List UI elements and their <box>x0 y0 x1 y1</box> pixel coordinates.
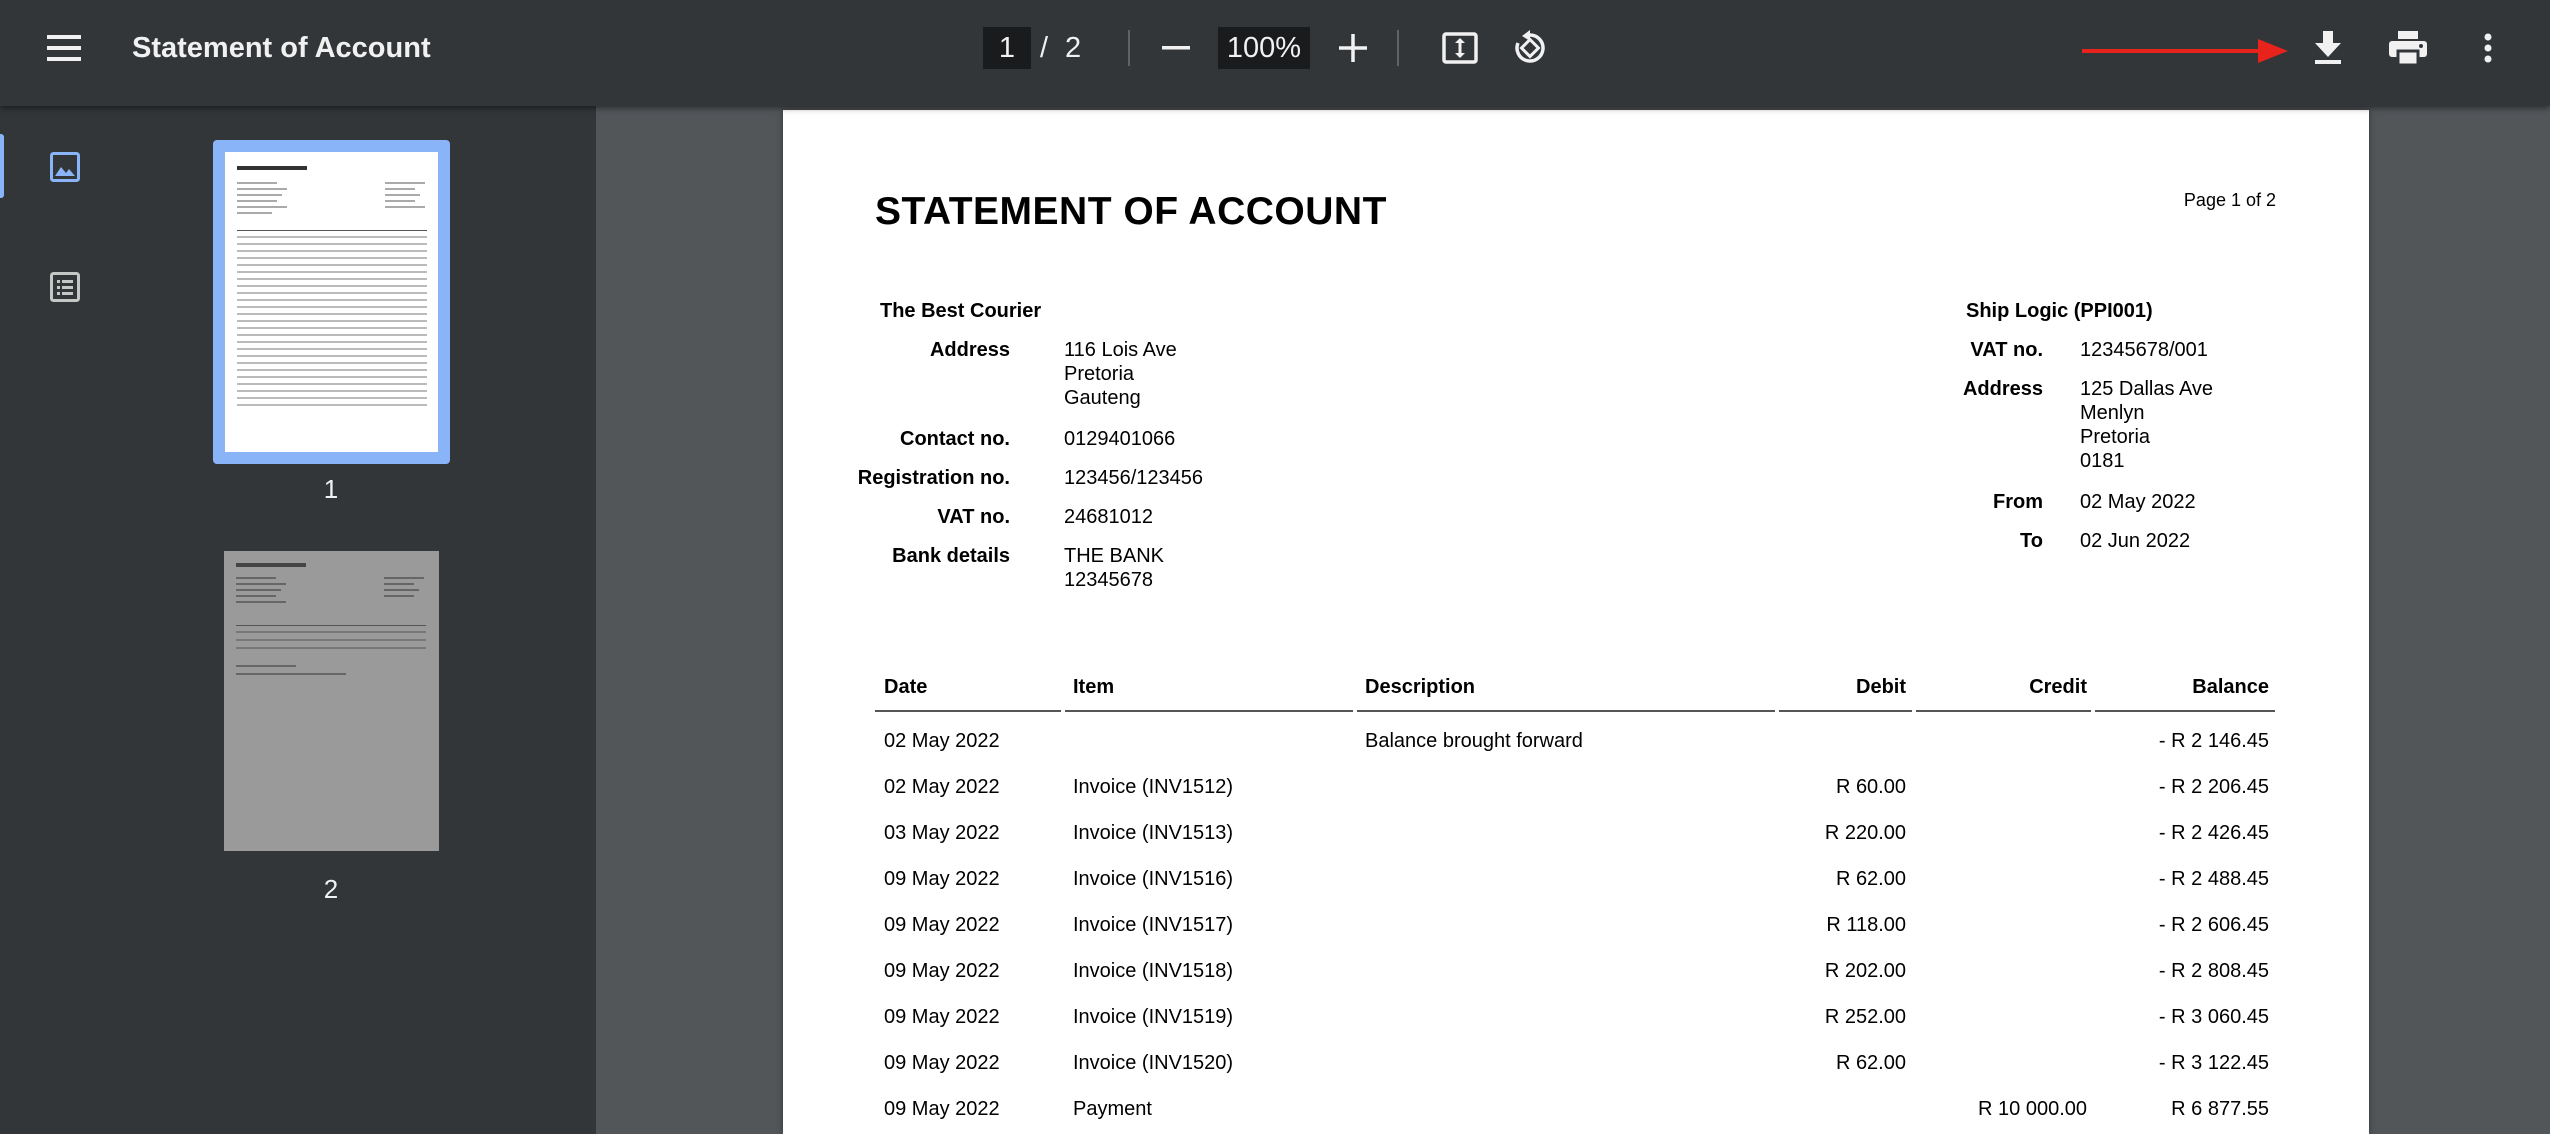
sender-contact: 0129401066 <box>1064 428 1176 450</box>
cell-date: 09 May 2022 <box>884 914 1000 936</box>
recipient-address-line: Pretoria <box>2080 426 2151 448</box>
cell-date: 09 May 2022 <box>884 868 1000 890</box>
toolbar-divider <box>1128 30 1130 66</box>
outline-view-button[interactable] <box>40 262 90 312</box>
viewer-toolbar <box>0 0 2550 106</box>
download-icon <box>2314 31 2342 65</box>
cell-date: 02 May 2022 <box>884 730 1000 752</box>
cell-debit: R 220.00 <box>1824 822 1906 844</box>
thumbnail-label-1: 1 <box>323 474 339 504</box>
menu-button[interactable] <box>40 28 88 68</box>
cell-debit: R 62.00 <box>1835 868 1906 890</box>
sender-address-label: Address <box>929 339 1010 361</box>
thumbnail-view-button[interactable] <box>40 142 90 192</box>
cell-description: Balance brought forward <box>1365 730 1583 752</box>
fit-page-button[interactable] <box>1438 26 1482 70</box>
cell-item: Invoice (INV1519) <box>1073 1006 1234 1028</box>
cell-item: Invoice (INV1517) <box>1073 914 1234 936</box>
cell-balance: - R 2 146.45 <box>2158 730 2269 752</box>
page-number-input[interactable]: 1 <box>983 27 1031 69</box>
thumbnail-preview-lines <box>224 551 439 851</box>
cell-balance: - R 2 488.45 <box>2158 868 2269 890</box>
sender-name: The Best Courier <box>880 300 1042 322</box>
sender-contact-label: Contact no. <box>900 428 1010 450</box>
period-from: 02 May 2022 <box>2080 491 2196 513</box>
thumbnail-label-2: 2 <box>323 874 339 904</box>
cell-balance: - R 2 206.45 <box>2158 776 2269 798</box>
menu-icon <box>47 35 81 61</box>
period-to: 02 Jun 2022 <box>2080 530 2191 552</box>
sender-bank-line: THE BANK <box>1064 545 1165 567</box>
cell-debit: R 252.00 <box>1824 1006 1906 1028</box>
header-underline <box>1779 710 1912 712</box>
thumbnail-view-icon <box>50 152 80 182</box>
cell-item: Payment <box>1073 1098 1152 1120</box>
cell-credit: R 10 000.00 <box>1978 1098 2087 1120</box>
thumbnail-preview-lines <box>225 152 438 452</box>
cell-debit: R 118.00 <box>1826 914 1906 936</box>
header-underline <box>2095 710 2275 712</box>
page-thumbnail-1[interactable] <box>213 140 450 464</box>
zoom-in-icon <box>1339 34 1367 62</box>
sender-registration-label: Registration no. <box>857 467 1010 489</box>
zoom-level-input[interactable]: 100% <box>1218 27 1310 69</box>
period-from-label: From <box>1993 491 2043 513</box>
rotate-icon <box>1512 30 1548 66</box>
cell-debit: R 60.00 <box>1835 776 1906 798</box>
header-underline <box>875 710 1061 712</box>
column-header-description: Description <box>1365 676 1476 698</box>
document-page <box>783 110 2369 1134</box>
cell-date: 09 May 2022 <box>884 1098 1000 1120</box>
statement-title: STATEMENT OF ACCOUNT <box>875 190 1387 233</box>
cell-item: Invoice (INV1513) <box>1073 822 1234 844</box>
document-title: Statement of Account <box>132 32 431 64</box>
outline-view-icon <box>50 272 80 302</box>
rotate-button[interactable] <box>1508 26 1552 70</box>
sender-address-line: 116 Lois Ave <box>1064 339 1177 361</box>
recipient-address-line: 125 Dallas Ave <box>2080 378 2214 400</box>
zoom-out-button[interactable] <box>1156 28 1196 68</box>
sender-bank-label: Bank details <box>892 545 1010 567</box>
header-underline <box>1065 710 1353 712</box>
cell-debit: R 202.00 <box>1824 960 1906 982</box>
cell-debit: R 62.00 <box>1835 1052 1906 1074</box>
recipient-address-line: Menlyn <box>2080 402 2145 424</box>
period-to-label: To <box>2020 530 2043 552</box>
more-vert-icon <box>2484 33 2492 63</box>
recipient-vat: 12345678/001 <box>2080 339 2208 361</box>
toolbar-divider <box>1397 30 1399 66</box>
page-separator: / <box>1040 32 1049 64</box>
more-options-button[interactable] <box>2466 26 2510 70</box>
download-button[interactable] <box>2308 26 2348 70</box>
cell-balance: - R 2 808.45 <box>2158 960 2269 982</box>
sender-vat-label: VAT no. <box>937 506 1010 528</box>
annotation-arrow <box>2082 37 2288 65</box>
page-thumbnail-2[interactable] <box>224 551 439 851</box>
thumbnail-sidebar <box>0 106 596 1134</box>
sender-address-line: Pretoria <box>1064 363 1135 385</box>
recipient-address-line: 0181 <box>2080 450 2125 472</box>
cell-date: 03 May 2022 <box>884 822 1000 844</box>
header-underline <box>1357 710 1775 712</box>
cell-item: Invoice (INV1520) <box>1073 1052 1234 1074</box>
cell-balance: - R 3 060.45 <box>2158 1006 2269 1028</box>
cell-balance: R 6 877.55 <box>2171 1098 2269 1120</box>
column-header-balance: Balance <box>2192 676 2269 698</box>
cell-item: Invoice (INV1518) <box>1073 960 1234 982</box>
column-header-debit: Debit <box>1856 676 1906 698</box>
sender-registration: 123456/123456 <box>1064 467 1204 489</box>
print-icon <box>2389 31 2427 65</box>
recipient-address-label: Address <box>1962 378 2043 400</box>
cell-item: Invoice (INV1516) <box>1073 868 1234 890</box>
fit-page-icon <box>1442 32 1478 64</box>
sender-vat: 24681012 <box>1064 506 1153 528</box>
active-view-indicator <box>0 134 4 198</box>
header-underline <box>1916 710 2091 712</box>
recipient-name: Ship Logic (PPI001) <box>1966 300 2153 322</box>
thumbnail-page-preview <box>225 152 438 452</box>
total-pages: 2 <box>1065 32 1082 64</box>
column-header-date: Date <box>884 676 928 698</box>
cell-date: 09 May 2022 <box>884 960 1000 982</box>
zoom-out-icon <box>1162 46 1190 50</box>
cell-item: Invoice (INV1512) <box>1073 776 1234 798</box>
column-header-item: Item <box>1073 676 1115 698</box>
cell-balance: - R 2 426.45 <box>2158 822 2269 844</box>
cell-date: 02 May 2022 <box>884 776 1000 798</box>
cell-date: 09 May 2022 <box>884 1052 1000 1074</box>
print-button[interactable] <box>2384 26 2432 70</box>
sender-address-line: Gauteng <box>1064 387 1141 409</box>
page-indicator: Page 1 of 2 <box>2183 190 2276 210</box>
recipient-vat-label: VAT no. <box>1970 339 2043 361</box>
sender-bank-line: 12345678 <box>1064 569 1153 591</box>
column-header-credit: Credit <box>2029 676 2087 698</box>
cell-balance: - R 2 606.45 <box>2158 914 2269 936</box>
cell-balance: - R 3 122.45 <box>2158 1052 2269 1074</box>
cell-date: 09 May 2022 <box>884 1006 1000 1028</box>
zoom-in-button[interactable] <box>1333 28 1373 68</box>
